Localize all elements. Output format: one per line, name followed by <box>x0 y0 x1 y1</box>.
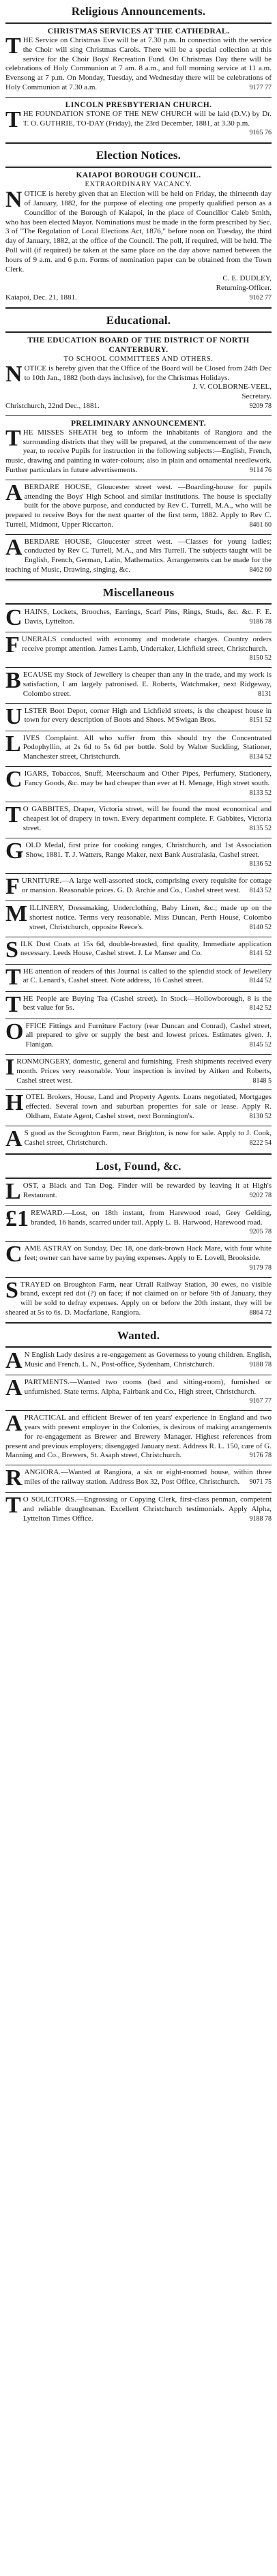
rule <box>5 1241 272 1242</box>
rule <box>5 97 272 98</box>
ad-signature-title: Returning-Officer. <box>216 284 272 293</box>
ad-text: OLD Medal, first prize for cooking ranges, Christchurch, and 1st Association Show, 1881. T. J. Watters, Range Maker, next Bank Australasia, Cashel street. <box>25 840 272 859</box>
section-religious: Religious Announcements. <box>71 5 206 18</box>
advertisement <box>5 480 272 530</box>
ad-reference: 9114 76 <box>249 466 272 474</box>
ad-body <box>5 1205 272 1236</box>
rule <box>5 142 272 144</box>
ad-body <box>5 1495 272 1523</box>
ad-body <box>5 1126 272 1152</box>
ad-text: PARTMENTS.—Wanted two rooms (bed and sitting-room), furnished or unfurnished. State terms. Alpha, Fairbank and Co., High street, Christchurch. <box>24 1377 272 1396</box>
section-lost: Lost, Found, &c. <box>96 1159 181 1173</box>
ad-reference: 9209 78 <box>249 402 272 410</box>
advertisement <box>5 1126 272 1152</box>
advertisement <box>5 731 272 762</box>
ad-body <box>5 1347 272 1373</box>
ad-text: ECAUSE my Stock of Jewellery is cheaper than any in the trade, and my work is satisfaction, I am largely patronised. E. Roberts, Watchmaker, next Ridgeway, Colombo street. <box>23 671 272 698</box>
advertisement <box>5 1495 272 1523</box>
advertisement <box>5 1205 272 1237</box>
ad-body <box>5 604 272 630</box>
ad-signature: J. V. COLBORNE-VEEL, <box>192 383 272 392</box>
ad-text: OTICE is hereby given that the Office of the Board will be Closed from 24th Dec to 10th Jan., 1882 (both days inclusive), for the Christmas Holidays. <box>24 364 272 382</box>
ad-reference: 8133 52 <box>249 789 272 797</box>
drop-cap: R <box>5 1465 23 1491</box>
rule <box>5 964 272 965</box>
advertisement <box>5 171 272 303</box>
rule <box>5 1153 272 1155</box>
section-wanted: Wanted. <box>117 1328 160 1342</box>
ad-place-date <box>5 293 272 303</box>
ad-text: BERDARE HOUSE, Gloucester street west. —Boarding-house for pupils attending the Boys' High School and similar institutions. The house is specially built for the above purpose, and conducted by Rev C. Turrell, M.A., who will be prepared to receive Boys for the next quarter of the first term, 1882. Apply to Rev C. Turrell, Midmont, Upper Riccarton. <box>5 482 272 529</box>
ad-body <box>5 668 272 699</box>
drop-cap: C <box>5 1242 23 1268</box>
rule <box>5 1054 272 1055</box>
advertisement <box>5 901 272 932</box>
drop-cap: U <box>5 703 23 729</box>
ad-body <box>5 703 272 729</box>
rule <box>5 415 272 416</box>
lost-list <box>5 1178 272 1318</box>
ad-reference: 9162 77 <box>249 293 272 302</box>
drop-cap: £1 <box>5 1205 29 1231</box>
section-educational: Educational. <box>106 313 171 327</box>
rule <box>5 1089 272 1090</box>
advertisement <box>5 703 272 729</box>
drop-cap: T <box>5 802 21 828</box>
drop-cap: T <box>5 964 21 990</box>
ad-text: BERDARE HOUSE, Gloucester street west. —Classes for young ladies; conducted by Rev C. Turrell, M.A., and Mrs Turrell. The subjects taught will be English, French, German, Latin, Mathematics. Arrangements can be made for the teaching of Music, Drawing, singing, &c. <box>5 537 272 574</box>
ad-text: PRACTICAL and efficient Brewer of ten years' experience in England and two years with present employer in the Colonies, is desirous of making arrangements for re-engagement as Brewer and Brewery Manager. Highest references from present and previous employers; disengaged January next. Address R. L. 150, care of G. Manning and Co., Brewers, St. Asaph street, Christchurch. <box>5 1414 272 1460</box>
ad-text: AME ASTRAY on Sunday, Dec 18, one dark-brown Hack Mare, with four white feet; owner can have same by paying expenses. Apply to E. Lovell, Brookside. <box>24 1244 272 1262</box>
advertisement <box>5 1411 272 1461</box>
ad-text: IVES Complaint. All who suffer from this should try the Concentrated Podophyllin, at 2s 6d to 5s 6d per bottle. Sold by Walter Suckling, Stationer, Manchester street, Christchurch. <box>23 733 272 761</box>
educational-list <box>5 336 272 575</box>
advertisement <box>5 1090 272 1121</box>
drop-cap: G <box>5 838 24 864</box>
drop-cap: A <box>5 1347 23 1373</box>
ad-body <box>5 964 272 990</box>
ad-body <box>5 480 272 530</box>
ad-text: O GABBITES, Draper, Victoria street, will be found the most economical and cheapest lot of drapery in town. Every department complete. F. Gabbites, Victoria street. <box>23 805 272 833</box>
drop-cap: F <box>5 632 20 658</box>
ad-text: IGARS, Tobaccos, Snuff, Meerschaum and Other Pipes, Perfumery, Stationery, Fancy Goods, &c. may be had cheaper than ever at H. Menage, High street south. <box>24 770 272 787</box>
ad-text: OTICE is hereby given that an Election will be held on Friday, the thirteenth day of January, 1882, for the purpose of electing one properly qualified person as a Councillor of the Borough of Kaiapoi, in the place of Councillor Caleb Smith, who has been elected Mayor. Nominations must be made in the form prescribed by Sec. 3 of "The Regulation of Local Elections Act, 1876," before noon on Tuesday, the third day of January, 1882, at the office of the Council. The poll, if required, will be held. The Poll will (if required) be taken at the same place on the day above named between the hours of 9 a.m. and 6 p.m. Forms of nomination paper can be obtained from the Town Clerk. <box>5 190 272 274</box>
ad-text: S good as the Scoughton Farm, near Brighton, is now for sale. Apply to J. Cook, Cashel street, Christchurch. <box>24 1128 272 1147</box>
advertisement <box>5 1375 272 1406</box>
ad-text: ILLINERY, Dressmaking, Underclothing, Baby Linen, &c.; made up on the shortest notice. Terms very reasonable. Miss Duncan, Perth House, Colombo street, Christchurch, opposite Reece's. <box>29 904 272 931</box>
rule <box>5 1322 272 1324</box>
advertisement <box>5 1465 272 1491</box>
ad-body <box>5 731 272 762</box>
advertisement <box>5 1347 272 1373</box>
rule <box>5 534 272 535</box>
drop-cap: A <box>5 480 23 506</box>
ad-reference: 8143 52 <box>249 887 272 895</box>
ad-body <box>5 991 272 1017</box>
ad-text: OTEL Brokers, House, Land and Property Agents. Loans negotiated, Mortgages effected. Several town and suburban properties for sale or lease. Apply R. Oldham, Estate Agent, Cashel street, next Bonnington's. <box>25 1093 272 1120</box>
ad-reference: 9179 78 <box>249 1263 272 1272</box>
ad-text: LSTER Boot Depot, corner High and Lichfield streets, is the cheapest house in town for every description of Boots and Shoes. M'Swigan Bros. <box>24 706 272 724</box>
ad-text: HE People are Buying Tea (Cashel street). In Stock—Hollowborough, 8 is the best value for 5s. <box>23 994 272 1012</box>
ad-body <box>5 534 272 575</box>
ad-reference: 9186 78 <box>249 617 272 626</box>
ad-body <box>5 361 272 387</box>
advertisement <box>5 336 272 411</box>
advertisement <box>5 964 272 990</box>
advertisement <box>5 1277 272 1318</box>
ad-text: ILK Dust Coats at 15s 6d, double-breasted, first quality, Immediate application necessary. Leeds House, Cashel street. J. Le Manser and Co. <box>20 939 272 958</box>
rule <box>5 1177 272 1179</box>
ad-reference: 9205 78 <box>249 1228 272 1236</box>
advertisement <box>5 838 272 869</box>
ad-title: KAIAPOI BOROUGH COUNCIL. <box>76 171 201 180</box>
rule <box>5 703 272 704</box>
ad-reference: 8864 72 <box>249 1308 272 1317</box>
drop-cap: S <box>5 1277 18 1303</box>
ad-text: HE Service on Christmas Eve will be at 7.30 p.m. In connection with the service the Choir will sing Christmas Carols. There will be a special collection at this service for the Choir Boys' Recreation Fund. On Christmas Day there will be celebrations of Holy Communion at 7 am. 8 a.m., and full morning service at 11 a.m. Evensong at 7 p.m. On Monday, Tuesday, and Wednesday there will be celebrations of Holy Communion at 7.30 a.m. <box>5 36 272 91</box>
ad-place: Christchurch, 22nd Dec., 1881. <box>5 401 100 410</box>
drop-cap: H <box>5 1090 24 1116</box>
advertisement <box>5 668 272 699</box>
drop-cap: L <box>5 731 21 757</box>
ad-body <box>5 1375 272 1405</box>
ad-reference: 9188 78 <box>249 1360 272 1368</box>
ad-reference: 8222 54 <box>249 1139 272 1147</box>
ad-signature: C. E. DUDLEY, <box>222 274 272 283</box>
ad-body <box>5 187 272 274</box>
ad-reference: 9165 76 <box>249 129 272 137</box>
ad-body <box>5 1178 272 1204</box>
advertisement <box>5 874 272 900</box>
ad-reference: 8148 5 <box>252 1077 272 1085</box>
ad-reference: 8140 52 <box>249 923 272 931</box>
religious-list <box>5 27 272 138</box>
advertisement <box>5 1178 272 1204</box>
drop-cap: A <box>5 1411 23 1437</box>
ad-text: REWARD.—Lost, on 18th instant, from Harewood road, Grey Gelding, branded, 16 hands, scarred under tail. Apply L. B. Harwood, Harewood road. <box>31 1208 272 1227</box>
ad-text: UNERALS conducted with economy and moderate charges. Country orders receive prompt attention. James Lamb, Undertaker, Lichfield street, Christchurch. <box>21 634 272 653</box>
ad-title: THE EDUCATION BOARD OF THE DISTRICT OF NORTH CANTERBURY. <box>27 336 250 354</box>
drop-cap: N <box>5 361 23 387</box>
rule <box>5 766 272 767</box>
ad-text: OST, a Black and Tan Dog. Finder will be rewarded by leaving it at High's Restaurant. <box>23 1181 272 1199</box>
rule <box>5 1205 272 1206</box>
newspaper-page <box>5 0 272 2576</box>
ad-body <box>5 1465 272 1491</box>
section-misc: Miscellaneous <box>102 585 175 599</box>
rule <box>5 1346 272 1348</box>
ad-reference: 8134 52 <box>249 753 272 761</box>
ad-place: Kaiapoi, Dec. 21, 1881. <box>5 293 77 302</box>
advertisement <box>5 767 272 797</box>
ad-body <box>5 425 272 475</box>
drop-cap: L <box>5 1178 21 1204</box>
ad-text: HE MISSES SHEATH beg to inform the inhabitants of Rangiora and the surrounding districts that they will be prepared, at the commencement of the new year, to receive Pupils for instruction in the following subjects:—English, French, music, drawing and painting in water-colours; also in plain and ornamental needlework. Further particulars in future advertisements. <box>5 428 272 474</box>
section-election: Election Notices. <box>96 149 181 162</box>
ad-body <box>5 1411 272 1461</box>
rule <box>5 1277 272 1278</box>
rule <box>5 307 272 309</box>
ad-reference: 9176 78 <box>249 1452 272 1460</box>
drop-cap: A <box>5 534 23 560</box>
ad-reference: 9188 78 <box>249 1514 272 1523</box>
advertisement <box>5 100 272 138</box>
ad-subtitle: TO SCHOOL COMMITTEES AND OTHERS. <box>63 355 214 363</box>
ad-body <box>5 937 272 963</box>
drop-cap: B <box>5 668 21 694</box>
drop-cap: T <box>5 33 21 59</box>
rule <box>5 166 272 168</box>
ad-body <box>5 632 272 662</box>
ad-title: CHRISTMAS SERVICES AT THE CATHEDRAL. <box>47 27 230 35</box>
ad-signature-title: Secretary. <box>242 392 272 401</box>
rule <box>5 579 272 581</box>
drop-cap: A <box>5 1126 23 1152</box>
advertisement <box>5 991 272 1017</box>
ad-reference: 9071 75 <box>249 1478 272 1486</box>
ad-text: HAINS, Lockets, Brooches, Earrings, Scarf Pins, Rings, Studs, &c. &c. F. E. Davis, Lyttelton. <box>24 607 272 626</box>
advertisement <box>5 534 272 575</box>
ad-body <box>5 1019 272 1050</box>
rule <box>5 331 272 333</box>
drop-cap: C <box>5 767 23 793</box>
advertisement <box>5 937 272 963</box>
drop-cap: N <box>5 187 23 213</box>
advertisement <box>5 604 272 630</box>
drop-cap: C <box>5 604 23 630</box>
ad-reference: 8135 52 <box>249 825 272 833</box>
drop-cap: T <box>5 425 21 451</box>
ad-body <box>5 838 272 868</box>
rule <box>5 667 272 668</box>
drop-cap: T <box>5 106 21 132</box>
election-list <box>5 171 272 303</box>
rule <box>5 603 272 605</box>
ad-place-date <box>5 402 272 411</box>
rule <box>5 1492 272 1493</box>
ad-body <box>5 1090 272 1121</box>
ad-reference: 8131 <box>258 690 272 698</box>
drop-cap: O <box>5 1019 24 1044</box>
ad-reference: 9177 77 <box>249 83 272 91</box>
drop-cap: I <box>5 1055 15 1080</box>
drop-cap: M <box>5 901 28 927</box>
ad-reference: 9167 77 <box>249 1397 272 1405</box>
advertisement <box>5 27 272 93</box>
ad-body <box>5 874 272 900</box>
ad-text: RONMONGERY, domestic, general and furnishing. Fresh shipments received every month. Prices very reasonable. Your inspection is invited by Aitken and Roberts, Cashel street west. <box>16 1057 272 1085</box>
ad-reference: 8142 52 <box>249 1004 272 1012</box>
ad-reference: 8461 60 <box>249 521 272 529</box>
ad-body <box>5 901 272 932</box>
rule <box>5 22 272 24</box>
ad-reference: 8462 60 <box>249 566 272 574</box>
advertisement <box>5 419 272 475</box>
ad-body <box>5 802 272 833</box>
ad-text: HE attention of readers of this Journal is called to the splendid stock of Jewellery at C. Lenard's, Cashel street. Note address, 16 Cashel street. <box>23 967 272 985</box>
drop-cap: F <box>5 874 20 900</box>
ad-reference: 8145 52 <box>249 1041 272 1049</box>
ad-reference: 8151 52 <box>249 716 272 724</box>
drop-cap: S <box>5 937 18 963</box>
rule <box>5 873 272 874</box>
drop-cap: A <box>5 1375 23 1401</box>
ad-body <box>5 1057 272 1085</box>
ad-text: TRAYED on Broughton Farm, near Urrall Railway Station, 30 ewes, no visible brand, except red dot (?) on face; if not claimed on or before 9th of January, they will be sold to defray expenses. Apply on or before the 20th instant, they will be sheared at 5s to 6s. D. Macfarlane, Rangiora. <box>5 1280 272 1317</box>
ad-title: PRELIMINARY ANNOUNCEMENT. <box>70 419 207 428</box>
advertisement <box>5 632 272 663</box>
ad-reference: 8144 52 <box>249 977 272 985</box>
ad-body <box>5 1277 272 1318</box>
ad-text: HE FOUNDATION STONE OF THE NEW CHURCH will be laid (D.V.) by Dr. T. O. GUTHRIE, TO-DAY (Friday), the 23rd December, 1881, at 3.30 p.m. <box>23 109 272 128</box>
ad-body <box>5 767 272 797</box>
ad-title: LINCOLN PRESBYTERIAN CHURCH. <box>65 100 212 109</box>
rule <box>5 1410 272 1411</box>
ad-reference: 8136 52 <box>249 860 272 868</box>
ad-body <box>5 1242 272 1272</box>
advertisement <box>5 802 272 833</box>
ad-text: N English Lady desires a re-engagement as Governess to young children. English, Music and French. L. N., Post-office, Sydenham, Christchurch. <box>24 1350 272 1368</box>
misc-list <box>5 604 272 1152</box>
ad-text: FFICE Fittings and Furniture Factory (rear Duncan and Conrad), Cashel street, all prepared to give or supply the best and lowest prices. Estimates given. J. Flanigan. <box>25 1021 272 1049</box>
ad-reference: 9202 78 <box>249 1191 272 1199</box>
drop-cap: T <box>5 1493 21 1519</box>
ad-reference: 8130 52 <box>249 1112 272 1120</box>
ad-reference: 8150 52 <box>249 654 272 662</box>
ad-text: O SOLICITORS.—Engrossing or Copying Clerk, first-class penman, competent and reliable draughtsman. Excellent Christchurch testimonials. Apply Alpha, Lyttelton Times Office. <box>23 1495 272 1523</box>
wanted-list <box>5 1347 272 1524</box>
advertisement <box>5 1019 272 1050</box>
advertisement <box>5 1057 272 1085</box>
ad-body <box>5 33 272 93</box>
ad-reference: 8141 52 <box>249 950 272 958</box>
ad-body <box>5 106 272 137</box>
ad-text: ANGIORA.—Wanted at Rangiora, a six or eight-roomed house, within three miles of the railway station. Address Box 32, Post Office, Christchurch. <box>24 1468 272 1486</box>
ad-subtitle: EXTRAORDINARY VACANCY. <box>85 181 192 189</box>
rule <box>5 991 272 992</box>
drop-cap: T <box>5 991 21 1017</box>
ad-text: URNITURE.—A large well-assorted stock, comprising every requisite for cottage or mansion. Reasonable prices. G. D. Archie and Co., Cashel street west. <box>21 877 272 895</box>
advertisement <box>5 1244 272 1272</box>
